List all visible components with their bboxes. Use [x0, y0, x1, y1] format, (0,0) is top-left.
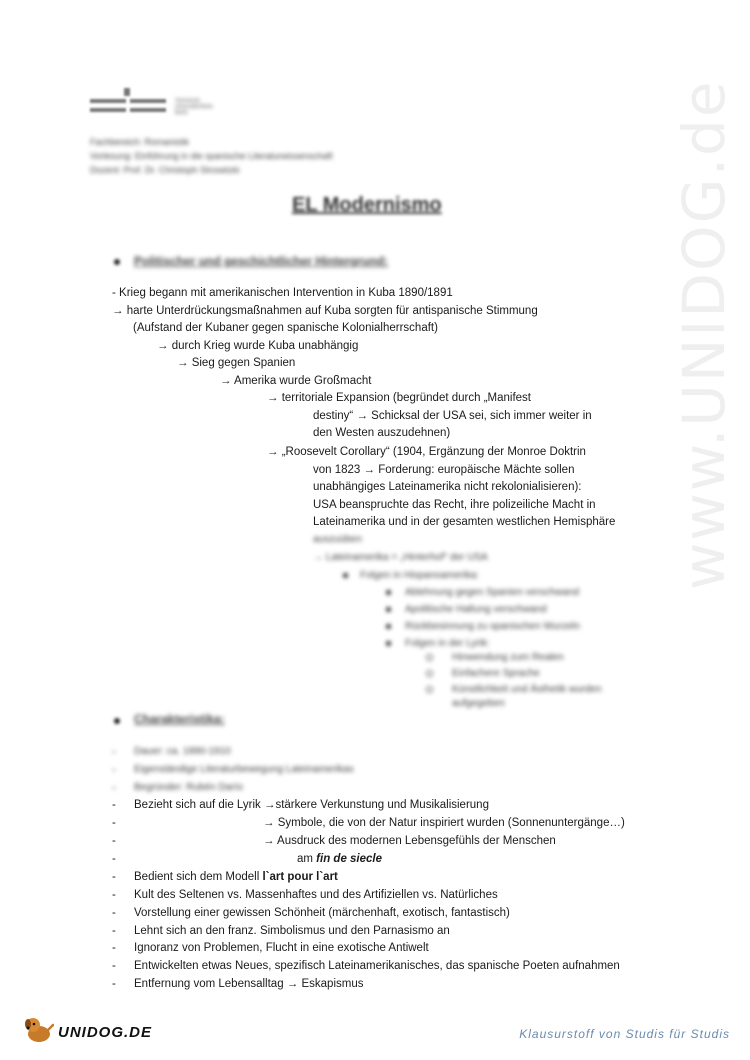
list-bullet [386, 607, 391, 612]
characteristic-item: → Ausdruck des modernen Lebensgefühls der Menschen [263, 835, 556, 847]
meta-lecturer: Dozent: Prof. Dr. Christoph Strosetzki [90, 165, 240, 175]
history-line: → „Roosevelt Corollary“ (1904, Ergänzung der Monroe Doktrin [267, 446, 586, 458]
section2-heading: Charakteristika: [134, 712, 225, 726]
list-bullet [343, 573, 348, 578]
lyric-item: aufgegeben [452, 698, 505, 709]
characteristic-item: → Symbole, die von der Natur inspiriert wurden (Sonnenuntergänge…) [263, 817, 625, 829]
list-dash: - [112, 835, 116, 847]
history-line: den Westen auszudehnen) [313, 427, 451, 439]
document-title: EL Modernismo [292, 194, 442, 216]
list-bullet [386, 641, 391, 646]
characteristic-item: Vorstellung einer gewissen Schönheit (märchenhaft, exotisch, fantastisch) [134, 907, 510, 919]
sub-bullet [426, 686, 433, 693]
lyric-item: Künstlichkeit und Ästhetik wurden [452, 684, 602, 695]
consequence-item: Ablehnung gegen Spanien verschwand [405, 587, 580, 598]
characteristic-item: Eigenständige Literaturbewegung Lateinamerikas [134, 764, 354, 775]
section1-heading: Politischer und geschichtlicher Hintergrund: [134, 254, 389, 268]
consequence-item: Rückbesinnung zu spanischen Wurzeln [405, 621, 580, 632]
lyric-item: Einfachere Sprache [452, 668, 540, 679]
fin-de-siecle: fin de siecle [316, 853, 383, 865]
meta-lecture: Vorlesung: Einführung in die spanische Literaturwissenschaft [90, 151, 333, 161]
history-line: Lateinamerika und in der gesamten westlichen Hemisphäre [313, 516, 616, 528]
list-dash: - [112, 942, 116, 954]
characteristic-item: Begründer: Rubén Darío [134, 782, 243, 793]
sub-bullet [426, 654, 433, 661]
watermark-text: www.UNIDOG.de [670, 79, 738, 590]
footer-brand: UNIDOG.DE [58, 1024, 153, 1041]
list-bullet [386, 590, 391, 595]
list-dash: - [112, 925, 116, 937]
list-dash: - [112, 817, 116, 829]
history-line: → harte Unterdrückungsmaßnahmen auf Kuba sorgten für antispanische Stimmung [112, 305, 538, 317]
characteristic-item: Entfernung vom Lebensalltag → Eskapismus [134, 978, 364, 990]
footer-slogan: Klausurstoff von Studis für Studis [519, 1027, 730, 1041]
list-dash: - [112, 853, 116, 865]
list-dash: - [112, 960, 116, 972]
history-line: destiny“ → Schicksal der USA sei, sich immer weiter in [313, 410, 592, 422]
characteristic-item: Ignoranz von Problemen, Flucht in eine exotische Antiwelt [134, 942, 429, 954]
characteristic-item [134, 869, 338, 885]
characteristic-item [297, 851, 382, 867]
history-line: → Sieg gegen Spanien [177, 357, 296, 369]
history-line: → durch Krieg wurde Kuba unabhängig [157, 340, 359, 352]
characteristic-item: Bezieht sich auf die Lyrik →stärkere Verkunstung und Musikalisierung [134, 799, 489, 811]
consequence-item: Folgen in der Lyrik: [405, 638, 490, 649]
dog-logo-icon [22, 1014, 54, 1044]
sub-bullet [426, 670, 433, 677]
history-line: unabhängiges Lateinamerika nicht rekolonialisieren): [313, 481, 582, 493]
characteristic-item: Kult des Seltenen vs. Massenhaftes und des Artifiziellen vs. Natürliches [134, 889, 498, 901]
list-dash: - [112, 978, 116, 990]
section-bullet [114, 718, 120, 724]
fin-de-siecle-prefix: am [297, 853, 317, 865]
history-line: USA beanspruchte das Recht, ihre polizeiliche Macht in [313, 499, 596, 511]
list-dash: - [112, 871, 116, 883]
characteristic-item: Lehnt sich an den franz. Simbolismus und den Parnasismo an [134, 925, 450, 937]
list-dash: - [112, 907, 116, 919]
history-line: (Aufstand der Kubaner gegen spanische Kolonialherrschaft) [133, 322, 438, 334]
lart-pour-lart: l`art pour l`art [262, 871, 338, 883]
model-prefix: Bedient sich dem Modell [134, 871, 263, 883]
consequence-heading: Folgen in Hispanoamerika: [360, 570, 479, 581]
history-line: → Lateinamerika = „Hinterhof“ der USA [313, 552, 488, 563]
list-bullet [386, 624, 391, 629]
section-bullet [114, 259, 120, 265]
lyric-item: Hinwendung zum Realen [452, 652, 564, 663]
history-line: von 1823 → Forderung: europäische Mächte sollen [313, 464, 575, 476]
history-line: auszuüben [313, 534, 362, 545]
institution-line: Universität Berlin [175, 104, 213, 110]
list-dash: - [112, 889, 116, 901]
meta-department: Fachbereich: Romanistik [90, 137, 190, 147]
institution-line: Technische [175, 98, 201, 104]
list-dash: - [112, 764, 116, 776]
consequence-item: Apolitische Haltung verschwand [405, 604, 547, 615]
characteristic-item: Dauer: ca. 1890-1910 [134, 746, 231, 757]
history-line: → territoriale Expansion (begründet durch „Manifest [267, 392, 531, 404]
history-line: → Amerika wurde Großmacht [220, 375, 372, 387]
list-dash: - [112, 746, 116, 758]
list-dash: - [112, 782, 116, 794]
institution-line: Berlin [175, 110, 188, 116]
list-dash: - [112, 799, 116, 811]
history-line: - Krieg begann mit amerikanischen Intervention in Kuba 1890/1891 [112, 287, 453, 299]
characteristic-item: Entwickelten etwas Neues, spezifisch Lateinamerikanisches, das spanische Poeten aufnahmen [134, 960, 620, 972]
